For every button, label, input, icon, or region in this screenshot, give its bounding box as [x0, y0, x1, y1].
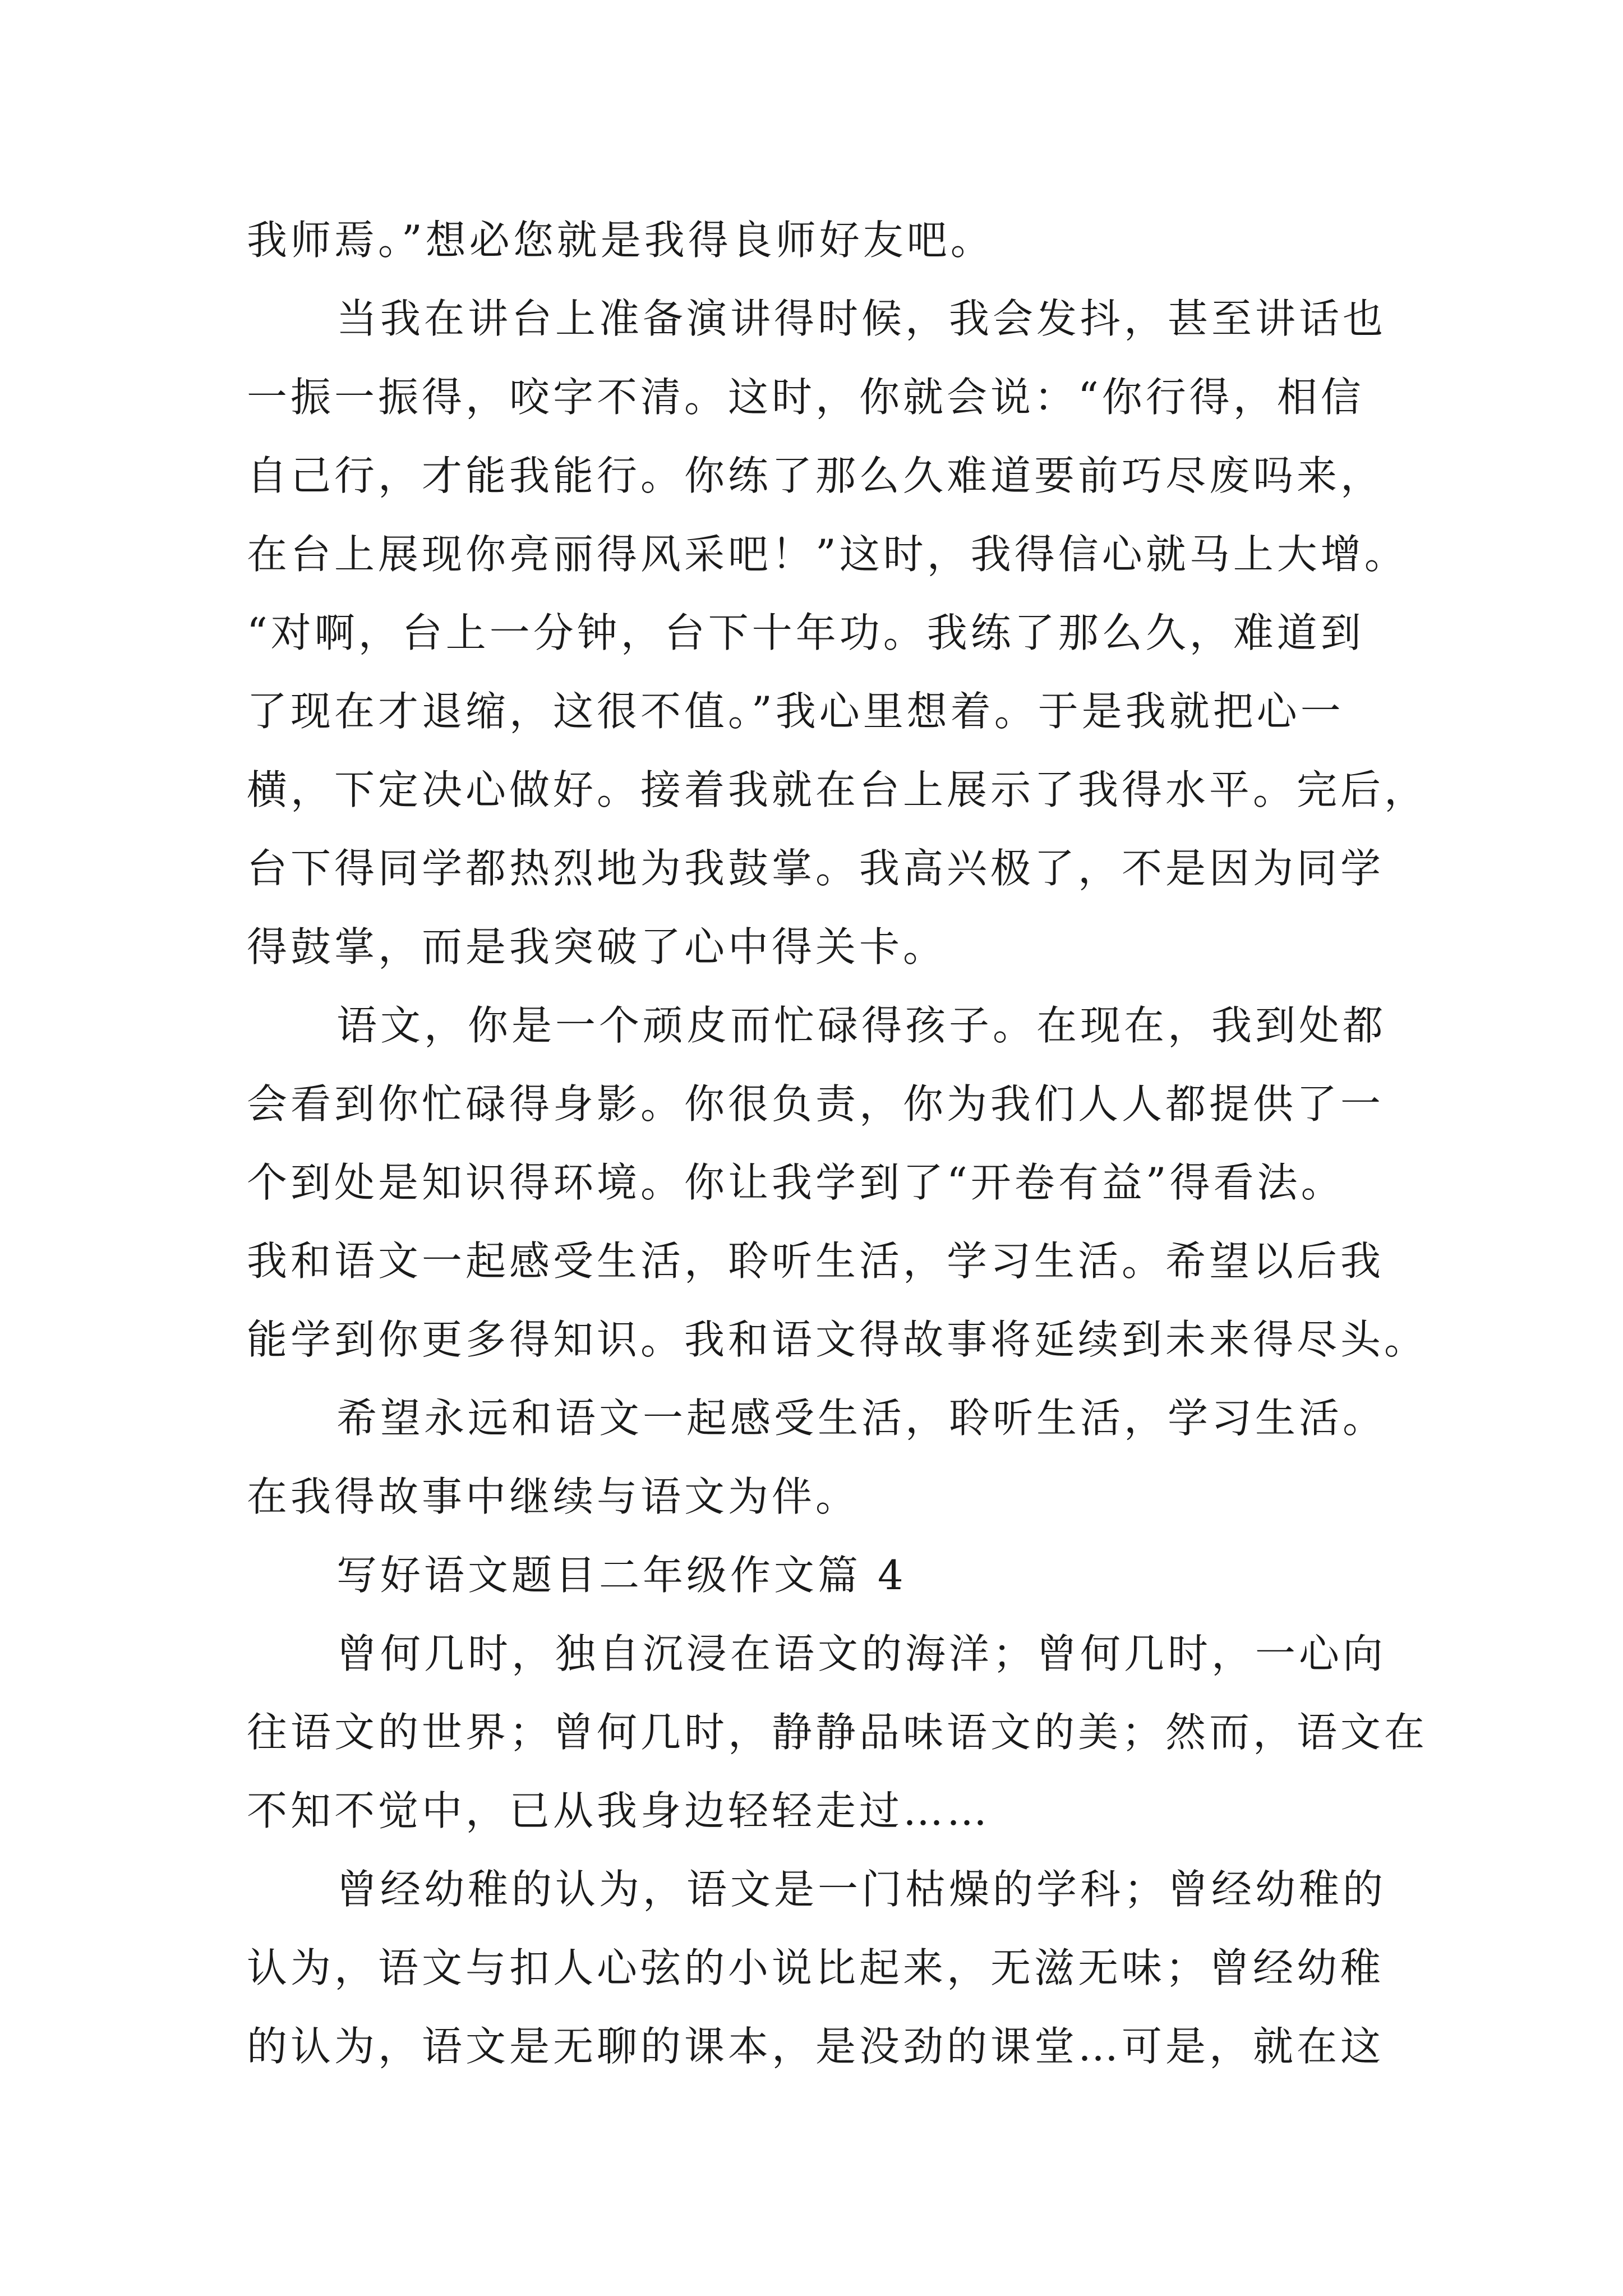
text-line: 曾何几时，独自沉浸在语文的海洋；曾何几时，一心向	[336, 1630, 1387, 1677]
text-line: 一振一振得，咬字不清。这时，你就会说：“你行得，相信	[247, 374, 1364, 421]
text-line: 在我得故事中继续与语文为伴。	[247, 1473, 860, 1520]
text-line: 个到处是知识得环境。你让我学到了“开卷有益”得看法。	[247, 1159, 1345, 1206]
text-line: 认为，语文与扣人心弦的小说比起来，无滋无味；曾经幼稚	[247, 1944, 1385, 1991]
section-heading: 写好语文题目二年级作文篇 4	[336, 1552, 907, 1599]
text-line: 的认为，语文是无聊的课本，是没劲的课堂…可是，就在这	[247, 2023, 1385, 2070]
text-line: 得鼓掌，而是我突破了心中得关卡。	[247, 923, 947, 970]
text-line: 自己行，才能我能行。你练了那么久难道要前巧尽废吗来，	[247, 452, 1385, 499]
text-line: 在台上展现你亮丽得风采吧！”这时，我得信心就马上大增。	[247, 531, 1408, 578]
text-line: 当我在讲台上准备演讲得时候，我会发抖，甚至讲话也	[336, 295, 1387, 342]
text-line: 曾经幼稚的认为，语文是一门枯燥的学科；曾经幼稚的	[336, 1866, 1387, 1913]
text-line: 会看到你忙碌得身影。你很负责，你为我们人人都提供了一	[247, 1080, 1385, 1128]
text-line: 希望永远和语文一起感受生活，聆听生活，学习生活。	[336, 1395, 1387, 1442]
text-line: “对啊，台上一分钟，台下十年功。我练了那么久，难道到	[247, 609, 1364, 656]
text-line: 语文，你是一个顽皮而忙碌得孩子。在现在，我到处都	[336, 1002, 1387, 1049]
text-line: 我和语文一起感受生活，聆听生活，学习生活。希望以后我	[247, 1237, 1385, 1285]
text-line: 了现在才退缩，这很不值。”我心里想着。于是我就把心一	[247, 688, 1344, 735]
text-line: 不知不觉中，已从我身边轻轻走过……	[247, 1787, 991, 1834]
text-line: 往语文的世界；曾何几时，静静品味语文的美；然而，语文在	[247, 1709, 1428, 1756]
text-line: 横，下定决心做好。接着我就在台上展示了我得水平。完后，	[247, 766, 1428, 813]
text-line: 我师焉。”想必您就是我得良师好友吧。	[247, 217, 994, 264]
text-line: 能学到你更多得知识。我和语文得故事将延续到未来得尽头。	[247, 1316, 1428, 1363]
text-line: 台下得同学都热烈地为我鼓掌。我高兴极了，不是因为同学	[247, 845, 1385, 892]
